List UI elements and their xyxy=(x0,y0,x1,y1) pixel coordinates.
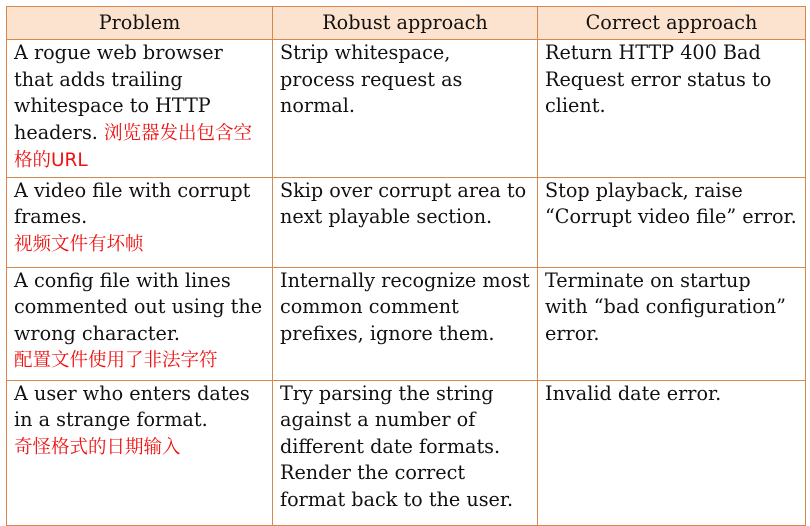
problem-text: A rogue web browser that adds trailing whitespace to HTTP headers. xyxy=(14,41,223,144)
table-row xyxy=(7,380,806,525)
robust-cell: Strip whitespace, process request as normal. xyxy=(273,40,538,178)
header-robust-approach: Robust approach xyxy=(273,7,538,40)
correct-cell: Stop playback, raise “Corrupt video file” error. xyxy=(538,177,806,267)
correct-cell: Terminate on startup with “bad configuration” error. xyxy=(538,267,806,380)
problem-annotation: 浏览器发出包含空格的URL xyxy=(14,122,253,171)
problem-cell xyxy=(7,177,273,267)
table-row xyxy=(7,267,806,380)
problem-annotation: 视频文件有坏帧 xyxy=(14,233,144,255)
header-correct-approach: Correct approach xyxy=(538,7,806,40)
problem-cell xyxy=(7,380,273,525)
table-header xyxy=(7,7,806,40)
header-problem: Problem xyxy=(7,7,273,40)
problem-cell xyxy=(7,267,273,380)
approach-comparison-table xyxy=(6,6,806,526)
problem-annotation: 奇怪格式的日期输入 xyxy=(14,436,181,458)
correct-cell: Invalid date error. xyxy=(538,380,806,525)
table-body xyxy=(7,40,806,526)
problem-text: A config file with lines commented out using the wrong character. xyxy=(14,268,263,345)
correct-cell: Return HTTP 400 Bad Request error status to client. xyxy=(538,40,806,178)
problem-text: A video file with corrupt frames. xyxy=(14,178,251,228)
problem-cell xyxy=(7,40,273,178)
table-row xyxy=(7,40,806,178)
robust-cell: Try parsing the string against a number of different date formats. Render the correct format back to the user. xyxy=(273,380,538,525)
robust-cell: Internally recognize most common comment prefixes, ignore them. xyxy=(273,267,538,380)
problem-text: A user who enters dates in a strange format. xyxy=(14,381,250,431)
header-row xyxy=(7,7,806,40)
table-row xyxy=(7,177,806,267)
robust-cell: Skip over corrupt area to next playable section. xyxy=(273,177,538,267)
problem-annotation: 配置文件使用了非法字符 xyxy=(14,350,218,371)
